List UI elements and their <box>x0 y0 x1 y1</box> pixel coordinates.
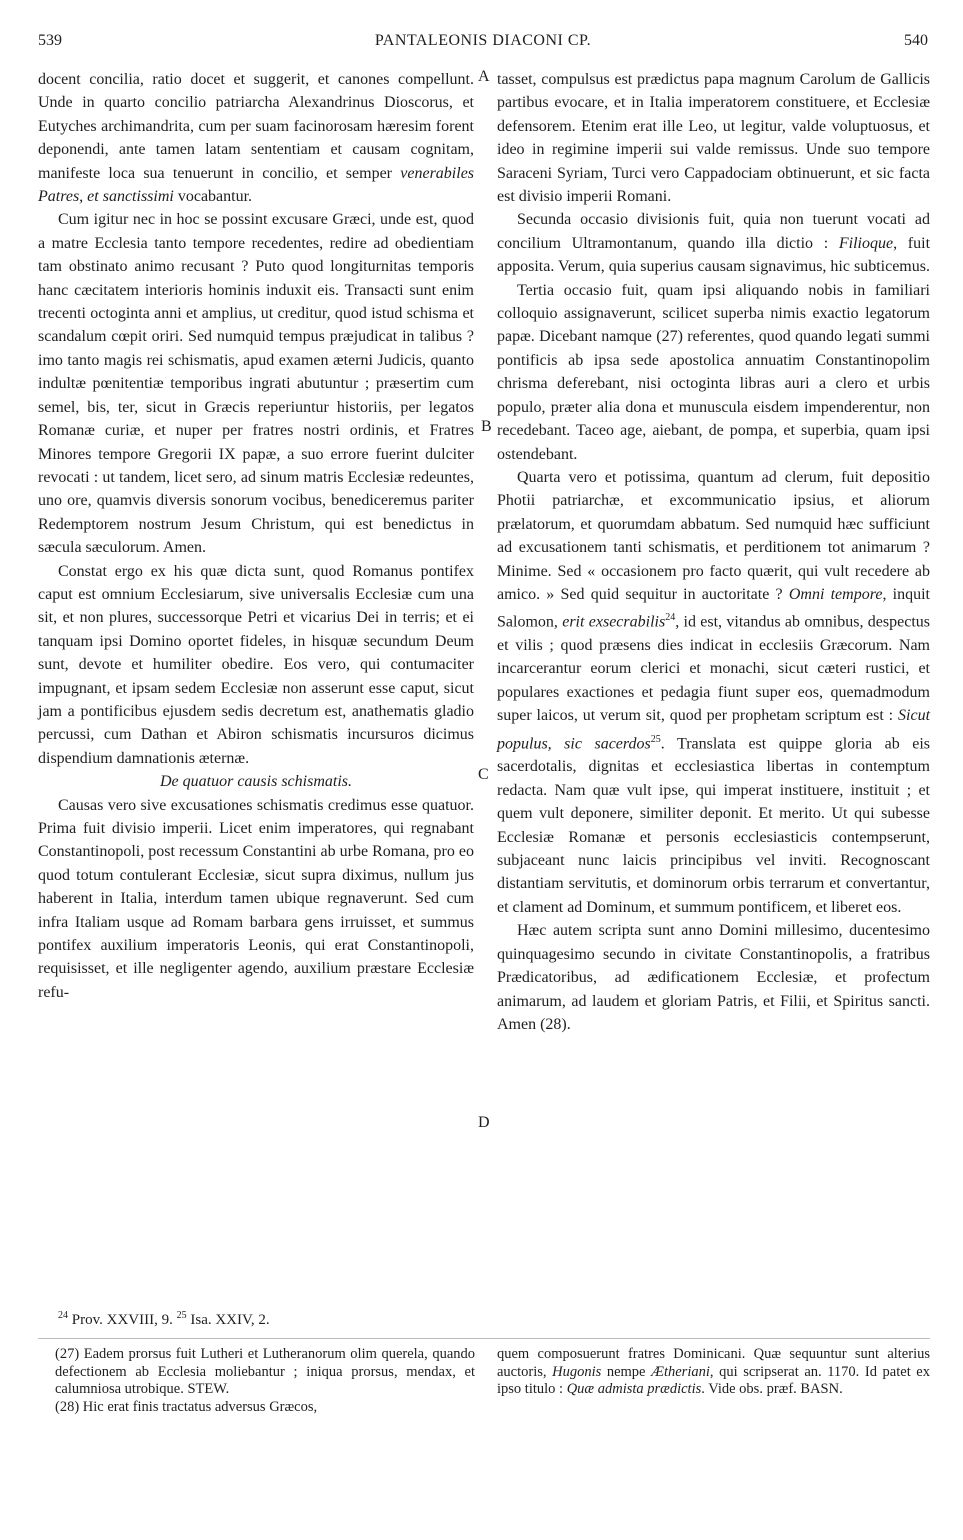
right-paragraph-4 <box>497 466 930 919</box>
footnote-ref: 24 <box>665 612 676 624</box>
footnote-28-start: (28) Hic erat finis tractatus adversus Græcos, <box>55 1398 318 1415</box>
ref-number: 25 <box>176 1310 187 1321</box>
right-paragraph-5: Hæc autem scripta sunt anno Domini millesimo, ducentesimo quinquagesimo secundo in civitate Constantinopolis, a fratribus Prædicatoribus, ad ædificationem Ecclesiæ, et profectum animarum, ad laudem et gloriam Patris, et Filii, et Spiritus sancti. Amen (28). <box>497 922 930 1033</box>
text-run: quem composuerunt fratres Dominicani. Quæ sequuntur sunt alterius auctoris, <box>497 1346 930 1380</box>
right-paragraph-3: Tertia occasio fuit, quam ipsi aliquando nobis in familiari colloquio assignaverunt, scilicet superba nimis exactio legatorum papæ. Dicebant namque (27) referentes, quod quando legati summi pontificis ab ipsa sede apostolica annuatim Constantinopolim chrisma deferebant, nisi octoginta libras auri a clero et urbis populo, præter alia dona et munuscula eisdem impenderentur, non recedebant. Taceo age, aiebant, de pompa, et superbia, quam ipsi ostendebant. <box>497 281 930 463</box>
italic-run: Sicut populus, sic sacerdos <box>497 707 931 753</box>
margin-marker-d: D <box>478 1114 490 1131</box>
text-run: , fuit apposita. Verum, quia superius causam signavimus, hic subticemus. <box>497 234 931 276</box>
left-column <box>38 68 474 1004</box>
footnotes-right <box>497 1346 930 1399</box>
page-number-left: 539 <box>38 32 62 49</box>
italic-run: venerabiles Patres, et sanctissimi <box>38 164 475 206</box>
margin-marker-c: C <box>478 766 489 783</box>
text-run: , qui scripserat an. 1170. Id patet ex ipso titulo : <box>497 1363 930 1397</box>
left-paragraph-1 <box>38 68 474 208</box>
text-run: nempe <box>606 1363 646 1380</box>
italic-run: Hugonis <box>552 1363 602 1380</box>
text-run: vocabantur. <box>177 188 253 206</box>
text-run: , id est, vitandus ab omnibus, despectus et vilis ; quod præsens dies indicat in ecclesiis Græcorum. Nam incarcerantur eorum clerici et monachi, sicut cæteri rustici, et populares exactiones et pedagia fiunt super eos, quemadmodum super laicos, ut verum sit, quod per prophetam scriptum est : <box>497 613 931 725</box>
italic-run: Ætheriani <box>651 1363 710 1380</box>
right-paragraph-1: tasset, compulsus est prædictus papa magnum Carolum de Gallicis partibus evocare, et in Italia imperatorem constituere, et Ecclesiæ defensorem. Etenim erat ille Leo, ut legitur, valde voluptuosus, et ideo in regimine imperii sui valde remissus. Unde suo tempore Saraceni Syriam, Turci vero Cappadociam obtinuerunt, et sic facta est divisio imperii Romani. <box>497 71 930 206</box>
footnotes-left <box>55 1346 475 1416</box>
running-header <box>38 32 928 58</box>
italic-run: Omni tempore <box>788 585 883 603</box>
footnote-divider <box>38 1338 930 1339</box>
text-run: . Translata est quippe gloria ab eis sacerdotalis, dignitas et ecclesiastica libertas in contemptum redacta. Nam quæ vult ipse, qui imperat instituere, instituit ; et quem vult deponere, similiter deponit. Et merito. Ut qui subesse Ecclesiæ Romanæ et personis ecclesiasticis contempserunt, subjaceant nunc laicis principibus vel inviti. Recognoscant distantiam servitutis, et dominorum orbis terrarum et convertantur, et clament ad Dominum, et summum pontificem, et liberet eos. <box>497 735 931 916</box>
italic-run: erit exsecrabilis <box>562 613 666 631</box>
italic-run: Filioque <box>838 234 894 252</box>
footnote-27: (27) Eadem prorsus fuit Lutheri et Lutheranorum olim querela, quando defectionem ab Ecclesia moliebantur ; iniqua prorsus, mendax, et calumniosa utrobique. STEW. <box>55 1346 475 1397</box>
italic-run: Quæ admista prædictis <box>566 1381 702 1397</box>
margin-marker-a: A <box>478 68 490 85</box>
ref-text: Prov. XXVIII, 9. <box>68 1312 177 1328</box>
right-column <box>497 68 930 1036</box>
page-number-right: 540 <box>904 32 928 49</box>
footnote-28-continued <box>497 1346 930 1399</box>
text-run: Secunda occasio divisionis fuit, quia non tuerunt vocati ad concilium Ultramontanum, quando illa dictio : <box>497 211 930 252</box>
left-paragraph-2: Cum igitur nec in hoc se possint excusare Græci, unde est, quod a matre Ecclesia tanto tempore recedentes, redire ad obedientiam tam obstinato animo recusant ? Puto quod longiturnitas temporis hanc cæcitatem interioris hominis induxit eis. Transacti sunt enim trecenti octoginta anni et amplius, ut creditur, quod istud schisma et scandalum cœpit oriri. Sed numquid tempus præjudicat in talibus ? imo tanto magis rei schismatis, apud examen æterni Judicis, quanto indultæ pœnitentiæ temporibus ingrati abutuntur ; præsertim cum semel, bis, ter, sicut in Græcis reperiuntur historiis, per legatos Romanæ curiæ, et nuper per fratres nostri ordinis, et Fratres Minores tempore Gregorii IX papæ, a suo errore fuerint dulciter revocati : ut tandem, licet sero, ad sinum matris Ecclesiæ redeuntes, uno ore, quamvis diversis sonorum vocibus, benediceremus pariter Redemptorem nostrum Jesum Christum, qui est benedictus in sæcula sæculorum. Amen. <box>38 211 474 557</box>
ref-number: 24 <box>58 1310 68 1321</box>
margin-marker-b: B <box>481 418 492 435</box>
text-run: docent concilia, ratio docet et suggerit, et canones compellunt. Unde in quarto concilio patriarcha Alexandrinus Dioscorus, et Eutyches archimandrita, cum per suam facinorosam hæresim forent deponendi, ante tamen latam sententiam et causam cognitam, manifeste loca sua tenuerunt in concilio, et semper <box>38 71 474 182</box>
footnote-ref: 25 <box>650 733 661 745</box>
text-run: Quarta vero et potissima, quantum ad clerum, fuit depositio Photii patriarchæ, et excommunicatio ipsius, et aliorum prælatorum, et quorumdam abbatum. Sed numquid hæc sufficiunt ad excusationem tanti schismatis, et perditionem tot animarum ? Minime. Sed « occasionem pro facto quærit, qui vult recedere ab amico. » Sed quid sequitur in auctoritate ? <box>497 468 930 603</box>
ref-text: Isa. XXIV, 2. <box>186 1312 270 1328</box>
text-run: , inquit Salomon, <box>497 585 930 631</box>
left-paragraph-4: Causas vero sive excusationes schismatis credimus esse quatuor. Prima fuit divisio imperii. Licet enim imperatores, qui regnabant Constantinopoli, post recessum Constantini ab urbe Romana, pro eo quod totum contulerant Ecclesiæ, sicut supra diximus, nullum jus haberent in Italia, interdum tamen ubique regnaverunt. Sed cum infra Italiam usque ad Romam barbara gens irruisset, et summus pontifex auxilium imperatoris Leonis, qui erat Constantinopoli, requisisset, et ille negligenter agendo, auxilium præstare Ecclesiæ refu- <box>38 796 474 1001</box>
text-run: . Vide obs. præf. BASN. <box>701 1381 843 1397</box>
section-heading: De quatuor causis schismatis. <box>160 773 352 791</box>
running-title: PANTALEONIS DIACONI CP. <box>374 32 592 49</box>
scripture-references <box>58 1310 270 1329</box>
right-paragraph-2 <box>497 208 930 278</box>
left-paragraph-3: Constat ergo ex his quæ dicta sunt, quod Romanus pontifex caput est omnium Ecclesiarum, sive universalis Ecclesiæ cum una sit, et non plures, successorque Petri et vicarius Dei in terris; et ei tanquam ipsi Domino oportet fideles, in hisquæ secundum Deum sunt, devote et humiliter obedire. Eos vero, qui contumaciter impugnant, et ipsam sedem Ecclesiæ non asserunt esse caput, sicut jam a pontificibus ejusdem sedis decretum est, anathematis gladio percussi, cum Dathan et Abiron schismatis incursuros dicimus dispendium damnationis æternæ. <box>38 562 474 767</box>
